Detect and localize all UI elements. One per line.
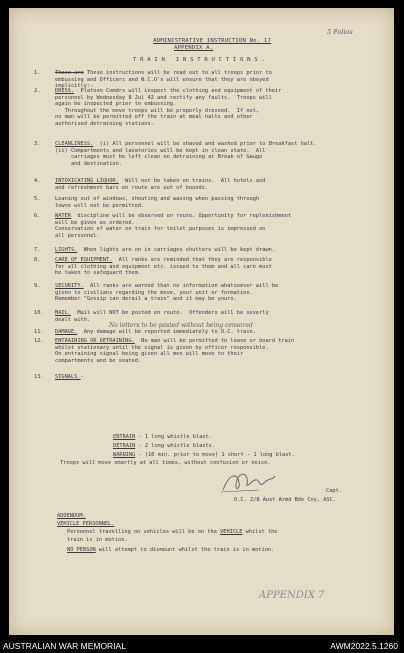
addendum-text: whilst the bbox=[242, 529, 278, 535]
item-number: 9. bbox=[34, 283, 41, 289]
instruction-text: and destination. bbox=[55, 160, 122, 167]
instruction-line bbox=[55, 108, 385, 115]
instruction-text: Will not be taken on trains. All hotels and bbox=[125, 178, 266, 184]
instruction-line bbox=[55, 264, 385, 271]
addendum-emphasis: VEHICLE bbox=[220, 529, 243, 535]
struck-text: These are bbox=[55, 70, 84, 76]
handwritten-appendix-mark: APPENDIX 7 bbox=[259, 590, 325, 601]
item-heading: LIGHTS. bbox=[55, 247, 78, 253]
instruction-text: compartments and be seated. bbox=[55, 357, 142, 364]
item-number: 6. bbox=[34, 213, 41, 219]
document-page: ADMINISTRATIVE INSTRUCTION No. 17 5 Folios APPENDIX A. T R A I N I N S T R U C T I O N S . 1. These are These instructions will be read out to all troops prior to embussing and Officers and N.C.O's will ensure that they are obeyed implicitly:- 2. DRESS. Platoon Comdrs will inspect the clothing and equipment of their personnel by Wednesday 8 Jul 42 and rectify any faults. Troops will again be inspected prior to embussing. Throughout the move troops will be properly dressed. If not, no man will be permitted off the train at meal halts and other authorised detraining stations. 3. CLEANLINESS. (i) All personnel will be shaved and washed prior to Breakfast halt. (ii) Compartments and lavatories will be kept in clean state. All carriages must be left clean on detraining at Break of Gauge and destination. 4. INTOXICATING LIQUOR. Will not be taken on trains. All hotels and and refreshment bars en route are out of bounds. 5. Leaning out of windows, shouting and waving when passing through towns will not be permitted. 6. WATER discipline will be observed en route. Opportunity for replenishment will be given as ordered. Conservation of water on train for toilet purposes is impressed on all personnel. 7. LIGHTS. When lights are on in carriages shutters will be kept drawn. 8. CARE OF EQUIPMENT. All ranks are reminded that they are responsible for all clothing and equipment etc. issued to them and all care must be taken to safeguard them. 9. SECURITY. All ranks are warned that no information whatsoever will be given to civilians regarding the move, your unit or formation. Remember "Gossip can derail a train" and it may be yours. 10. MAIL. Mail will NOT be posted en route. Offenders will be severly dealt with. 11. DAMAGE. Any damage will be reported immediately to O.C. train. 12. ENTRAINING OR DETRAINING. No man will be permitted to leave or board train whilst stationary until the signal is given by officer responsible. On entraining signal being given all men will move to their compartments and be seated. 13. SIGNALS.- ENTRAIN - 1 long whistle blast. DETRAIN - 2 long whistle blasts. WARNING - (10 min. prior to move) 1 short - 1 long blast. Troops will move smartly at all times, without confusion or noise. Capt. O.C. 2/8 Aust Armd Bde Coy, ASC. ADDENDUM. VEHICLE PERSONNEL. Personnel travelling on vehicles will be on the VEHICLE whilst the train is in motion. NO PERSON will attempt to dismount whilst the train is in motion. APPENDIX 7 No letters to be posted without being censored bbox=[9, 8, 394, 635]
item-number: 3. bbox=[34, 141, 41, 147]
signal-name: DETRAIN bbox=[113, 443, 136, 449]
instruction-line bbox=[55, 88, 385, 95]
item-number: 2. bbox=[34, 88, 41, 94]
instruction-text: Throughout the move troops will be properly dressed. If not, bbox=[55, 107, 260, 114]
instruction-line bbox=[55, 338, 385, 345]
item-heading: ENTRAINING OR DETRAINING. bbox=[55, 338, 135, 344]
item-number: 12. bbox=[34, 338, 44, 344]
instruction-text: all personnel. bbox=[55, 232, 100, 239]
instruction-line bbox=[55, 233, 385, 240]
signal-warning bbox=[113, 452, 295, 459]
addendum-emphasis: NO PERSON bbox=[67, 547, 96, 553]
instruction-text: No man will be permitted to leave or board train bbox=[141, 338, 295, 344]
handwritten-annotation: No letters to be posted without being censored bbox=[109, 322, 253, 329]
instruction-line bbox=[55, 345, 385, 352]
instruction-line bbox=[55, 220, 385, 227]
instruction-line bbox=[55, 247, 385, 254]
signature-rank: Capt. bbox=[326, 488, 342, 494]
addendum-text: Personnel travelling on vehicles will be on the bbox=[67, 529, 221, 535]
instruction-text: All ranks are warned that no information whatsoever will be bbox=[90, 283, 279, 289]
item-number: 5. bbox=[34, 196, 41, 202]
instruction-line bbox=[55, 114, 385, 121]
archive-footer bbox=[0, 636, 404, 653]
signature-unit: O.C. 2/8 Aust Armd Bde Coy, ASC. bbox=[234, 497, 337, 503]
title-text: ADMINISTRATIVE INSTRUCTION No. 17 bbox=[153, 38, 272, 44]
instruction-line bbox=[55, 310, 385, 317]
item-number: 11. bbox=[34, 329, 44, 335]
instruction-text: Mail will NOT be posted en route. Offenders will be severly bbox=[77, 310, 269, 316]
item-heading: INTOXICATING LIQUOR. bbox=[55, 178, 119, 184]
instruction-line bbox=[55, 270, 385, 277]
handwritten-folio-ref: 5 Folios bbox=[327, 28, 353, 36]
addendum-line-3 bbox=[67, 547, 274, 554]
instruction-text: carriages must be left clean on detraining at Break of Gauge bbox=[55, 154, 263, 161]
instruction-text: authorised detraining stations. bbox=[55, 120, 154, 127]
signal-text: - 2 long whistle blasts. bbox=[135, 443, 216, 449]
instruction-line bbox=[55, 296, 385, 303]
instruction-text: Leaning out of windows, shouting and waving when passing through bbox=[55, 196, 260, 202]
addendum-text: will attempt to dismount whilst the train is in motion. bbox=[95, 547, 275, 553]
intro-line: implicitly:- bbox=[55, 83, 94, 90]
train-instructions-heading: T R A I N I N S T R U C T I O N S . bbox=[133, 57, 266, 63]
instruction-line bbox=[55, 329, 385, 336]
signal-name: WARNING bbox=[113, 452, 136, 458]
instruction-line bbox=[55, 351, 385, 358]
addendum-title: ADDENDUM. bbox=[57, 513, 86, 519]
instruction-line bbox=[55, 358, 385, 365]
addendum-subtitle: VEHICLE PERSONNEL. bbox=[57, 521, 115, 527]
instruction-line bbox=[55, 121, 385, 128]
appendix-heading: APPENDIX A. bbox=[174, 45, 214, 51]
instruction-line bbox=[55, 161, 385, 168]
instruction-text: Conservation of water on train for toilet purposes is impressed on bbox=[55, 226, 266, 233]
addendum-line-1 bbox=[67, 529, 278, 536]
item-heading: MAIL. bbox=[55, 310, 71, 316]
signals-note: Troops will move smartly at all times, without confusion or noise. bbox=[60, 460, 271, 466]
handwritten-signature bbox=[219, 468, 279, 496]
item-number: 1. bbox=[34, 70, 41, 76]
signal-text: - (10 min. prior to move) 1 short - 1 long blast. bbox=[135, 452, 295, 458]
instruction-text: When lights are on in carriages shutters will be kept drawn. bbox=[83, 247, 276, 253]
intro-line: These instructions will be read out to all troops prior to bbox=[83, 70, 272, 76]
instruction-text: Remember "Gossip can derail a train" and it may be yours. bbox=[55, 296, 237, 303]
item-number: 7. bbox=[34, 247, 41, 253]
instruction-text: will be given as ordered. bbox=[55, 219, 135, 226]
item-number: 10. bbox=[34, 310, 44, 316]
item-number: 13. bbox=[34, 374, 44, 380]
instruction-text: personnel by Wednesday 8 Jul 42 and rectify any faults. Troops will bbox=[55, 94, 272, 101]
instruction-text: Platoon Comdrs will inspect the clothing and equipment of their bbox=[80, 88, 282, 94]
instruction-text: (i) All personnel will be shaved and washed prior to Breakfast halt. bbox=[99, 141, 317, 147]
item-heading: WATER bbox=[55, 213, 71, 219]
intro-line: embussing and Officers and N.C.O's will ensure that they are obeyed bbox=[55, 76, 269, 83]
instruction-text: All ranks are reminded that they are responsible bbox=[118, 257, 272, 263]
archive-reference: AWM2022.5.1260 bbox=[330, 641, 398, 651]
instruction-line bbox=[55, 154, 385, 161]
item-heading: DRESS. bbox=[55, 88, 75, 94]
instruction-line bbox=[55, 196, 385, 203]
instruction-text: whilst stationary until the signal is given by officer responsible. bbox=[55, 344, 269, 351]
addendum-line-2: train is in motion. bbox=[67, 537, 128, 543]
signal-name: ENTRAIN bbox=[113, 434, 136, 440]
instruction-line bbox=[55, 148, 385, 155]
instruction-line bbox=[55, 226, 385, 233]
instruction-text: no man will be permitted off the train at meal halts and other bbox=[55, 114, 253, 121]
instruction-line bbox=[55, 95, 385, 102]
instruction-text: towns will not be permitted. bbox=[55, 202, 145, 209]
instruction-line bbox=[55, 283, 385, 290]
signal-entrain bbox=[113, 434, 212, 441]
instruction-text: and refreshment bars en route are out of bounds. bbox=[55, 184, 209, 191]
instruction-text: On entraining signal being given all men will move to their bbox=[55, 351, 244, 358]
instruction-line bbox=[55, 101, 385, 108]
instruction-line bbox=[55, 203, 385, 210]
instruction-text: again be inspected prior to embussing. bbox=[55, 101, 177, 108]
instruction-text: discipline will be observed en route. Opportunity for replenishment bbox=[77, 213, 292, 219]
signal-text: - 1 long whistle blast. bbox=[135, 434, 212, 440]
item-heading: DAMAGE. bbox=[55, 329, 78, 335]
item-heading: CARE OF EQUIPMENT. bbox=[55, 257, 113, 263]
instruction-text: be taken to safeguard them. bbox=[55, 270, 142, 277]
item-number: 4. bbox=[34, 178, 41, 184]
item-heading: SECURITY. bbox=[55, 283, 84, 289]
instruction-text: for all clothing and equipment etc. issued to them and all care must bbox=[55, 263, 272, 270]
item-heading: CLEANLINESS. bbox=[55, 141, 94, 147]
item-heading: SIGNALS. bbox=[55, 374, 81, 380]
instruction-line bbox=[55, 178, 385, 185]
instruction-line bbox=[55, 257, 385, 264]
item-number: 8. bbox=[34, 257, 41, 263]
instruction-line bbox=[55, 141, 385, 148]
archive-name: AUSTRALIAN WAR MEMORIAL bbox=[3, 641, 126, 651]
instruction-text: dealt with. bbox=[55, 316, 91, 323]
signal-detrain bbox=[113, 443, 215, 450]
instruction-text: given to civilians regarding the move, your unit or formation. bbox=[55, 289, 253, 296]
instruction-line bbox=[55, 185, 385, 192]
instruction-text: Any damage will be reported immediately to O.C. train. bbox=[83, 329, 256, 335]
instruction-line bbox=[55, 213, 385, 220]
instruction-line bbox=[55, 290, 385, 297]
instruction-text: (ii) Compartments and lavatories will be kept in clean state. All bbox=[55, 147, 266, 154]
